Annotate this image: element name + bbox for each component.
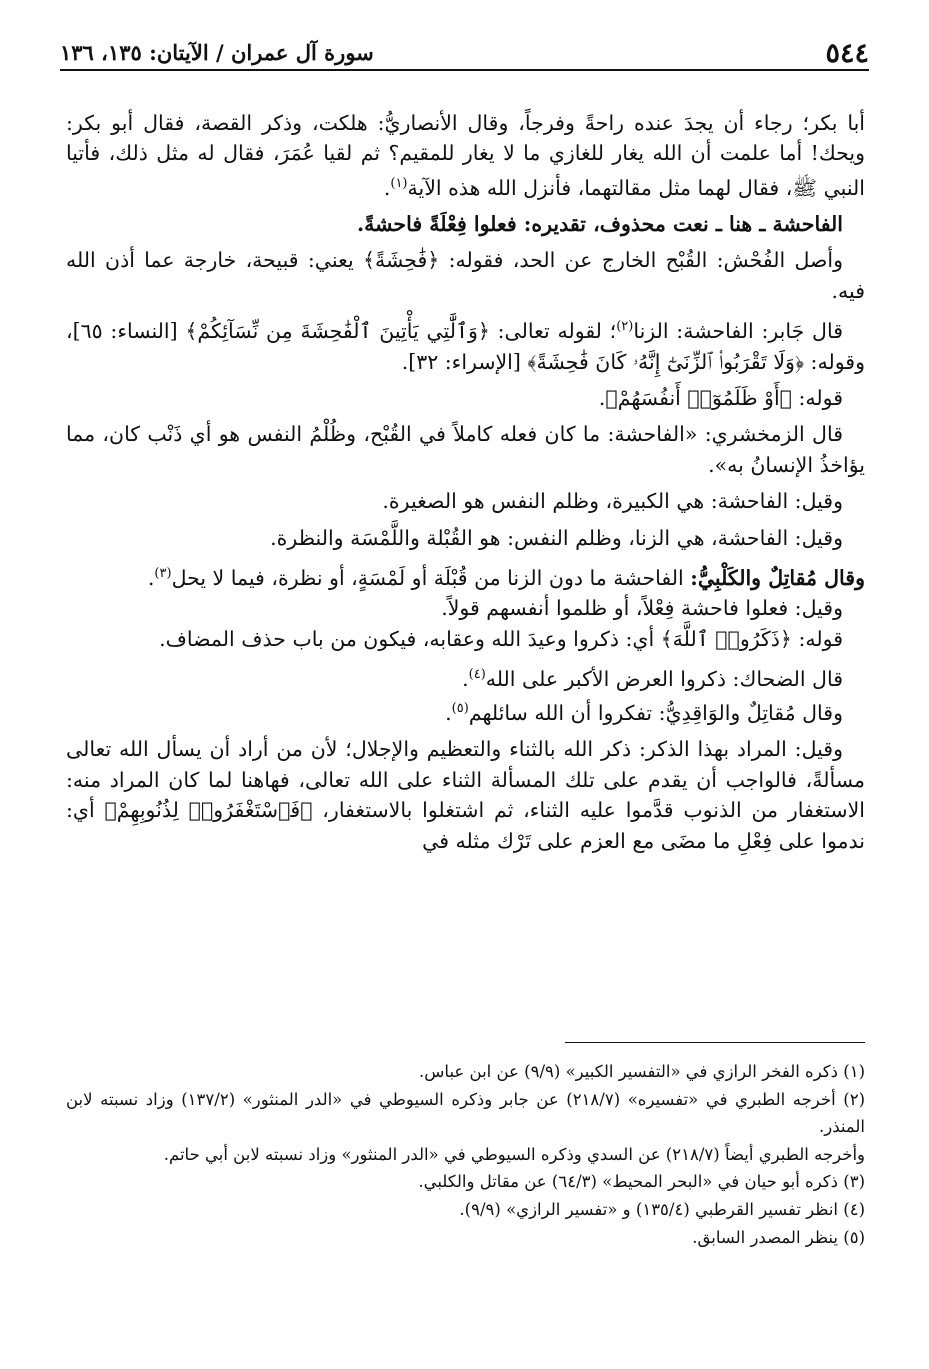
paragraph: أبا بكر؛ رجاء أن يجدَ عنده راحةً وفرجاً، وقال الأنصاريُّ: هلكت، وذكر القصة، فقال أبو بكر: ويحك! أما علمت أن الله يغار للغازي ما لا يغار للمقيم؟ ثم لقيا عُمَرَ، فقال له مثل ذلك، فأتيا النبي ﷺ، فقال لهما مثل مقالتهما، فأنزل الله هذه الآية$^{(١)}$. [66,111,865,200]
page-number: ٥٤٤ [825,38,869,69]
paragraph: الفاحشة ـ هنا ـ نعت محذوف، تقديره: فعلوا فِعْلَةً فاحشةً. [357,212,843,237]
footnote: (٢) أخرجه الطبري في «تفسيره» (٢١٨/٧) عن جابر وذكره السيوطي في «الدر المنثور» (١٣٧/٢) وزاد نسبته لابن المنذر. [66,1089,865,1137]
footnote: (١) ذكره الفخر الرازي في «التفسير الكبير» (٩/٩) عن ابن عباس. [419,1062,865,1081]
paragraph: قوله: ﴿أَوْ ظَلَمُوٓا۟ أَنفُسَهُمْ﴾. [598,385,843,410]
paragraph: وقال مُقاتِلٌ والكَلْبِيُّ: الفاحشة ما دون الزنا من قُبْلَة أو لَمْسَةٍ، أو نظرة، فيما لا يحل$^{(٣)}$. [147,565,865,590]
footnote: (٤) انظر تفسير القرطبي (١٣٥/٤) و «تفسير الرازي» (٩/٩). [459,1199,865,1219]
footnotes [66,1058,865,1251]
footnote-ref: (٢) [616,319,634,335]
paragraph: وقيل: الفاحشة، هي الزنا، وظلم النفس: هو القُبْلة واللَّمْسَة والنظرة. [270,525,843,550]
footnote: وأخرجه الطبري أيضاً (٢١٨/٧) عن السدي وذكره السيوطي في «الدر المنثور» وزاد نسبته لابن أبي حاتم. [163,1144,865,1164]
paragraph: وأصل الفُحْش: القُبْح الخارج عن الحد، فقوله: ﴿فَٰحِشَةً﴾ يعني: قبيحة، خارجة عما أذن الله فيه. [66,248,865,303]
footnote-ref: (٤) [468,666,486,682]
footnote-ref: (٥) [451,701,469,717]
footnote: (٥) ينظر المصدر السابق. [692,1227,865,1247]
header-rule [60,69,869,71]
paragraph: قوله: ﴿ذَكَرُوا۟ ٱللَّهَ﴾ أي: ذكروا وعيدَ الله وعقابه، فيكون من باب حذف المضاف. [159,626,843,651]
paragraph: قال الضحاك: ذكروا العرض الأكبر على الله$^{(٤)}$. [462,666,843,691]
footnote-ref: (١) [390,175,408,191]
surah-title: سورة آل عمران / الآيتان: ١٣٥، ١٣٦ [60,40,374,65]
paragraph: قال الزمخشري: «الفاحشة: ما كان فعله كاملاً في القُبْح، وظُلْمُ النفس هو أي ذَنْب كان، مما يؤاخذُ الإنسانُ به». [66,422,865,477]
footnote-divider [565,1042,865,1043]
paragraph: وقيل: المراد بهذا الذكر: ذكر الله بالثناء والتعظيم والإجلال؛ لأن من أراد أن يسأل الله تعالى مسألةً، فالواجب أن يقدم على تلك المسألة الثناء على الله تعالى، فهاهنا لما كان المراد منه: الاستغفار من الذنوب قدَّموا عليه الثناء، ثم اشتغلوا بالاستغفار، ﴿فَٱسْتَغْفَرُوا۟ لِذُنُوبِهِمْ﴾ أي: ندموا على فِعْلِ ما مضَى مع العزم على تَرْك مثله في [66,737,865,853]
paragraph: وقيل: فعلوا فاحشة فِعْلاً، أو ظلموا أنفسهم قولاً. [441,596,843,621]
footnote-ref: (٣) [154,565,172,581]
footnote: (٣) ذكره أبو حيان في «البحر المحيط» (٦٤/٣) عن مقاتل والكلبي. [418,1172,865,1192]
page-header [60,36,869,76]
paragraph: قال جَابر: الفاحشة: الزنا$^{(٢)}$؛ لقوله تعالى: ﴿وَٱلَّٰتِي يَأْتِينَ ٱلْفَٰحِشَةَ مِن نِّسَآئِكُمْ﴾ [النساء: ٦٥]، وقوله: ﴿وَلَا تَقْرَبُوا۟ ٱلزِّنَىٰٓ إِنَّهُۥ كَانَ فَٰحِشَةً﴾ [الإسراء: ٣٢]. [66,319,865,374]
paragraph: وقيل: الفاحشة: هي الكبيرة، وظلم النفس هو الصغيرة. [382,489,843,514]
main-text [66,108,865,856]
paragraph: وقال مُقاتِلٌ والوَاقِدِيُّ: تفكروا أن الله سائلهم$^{(٥)}$. [445,701,843,726]
